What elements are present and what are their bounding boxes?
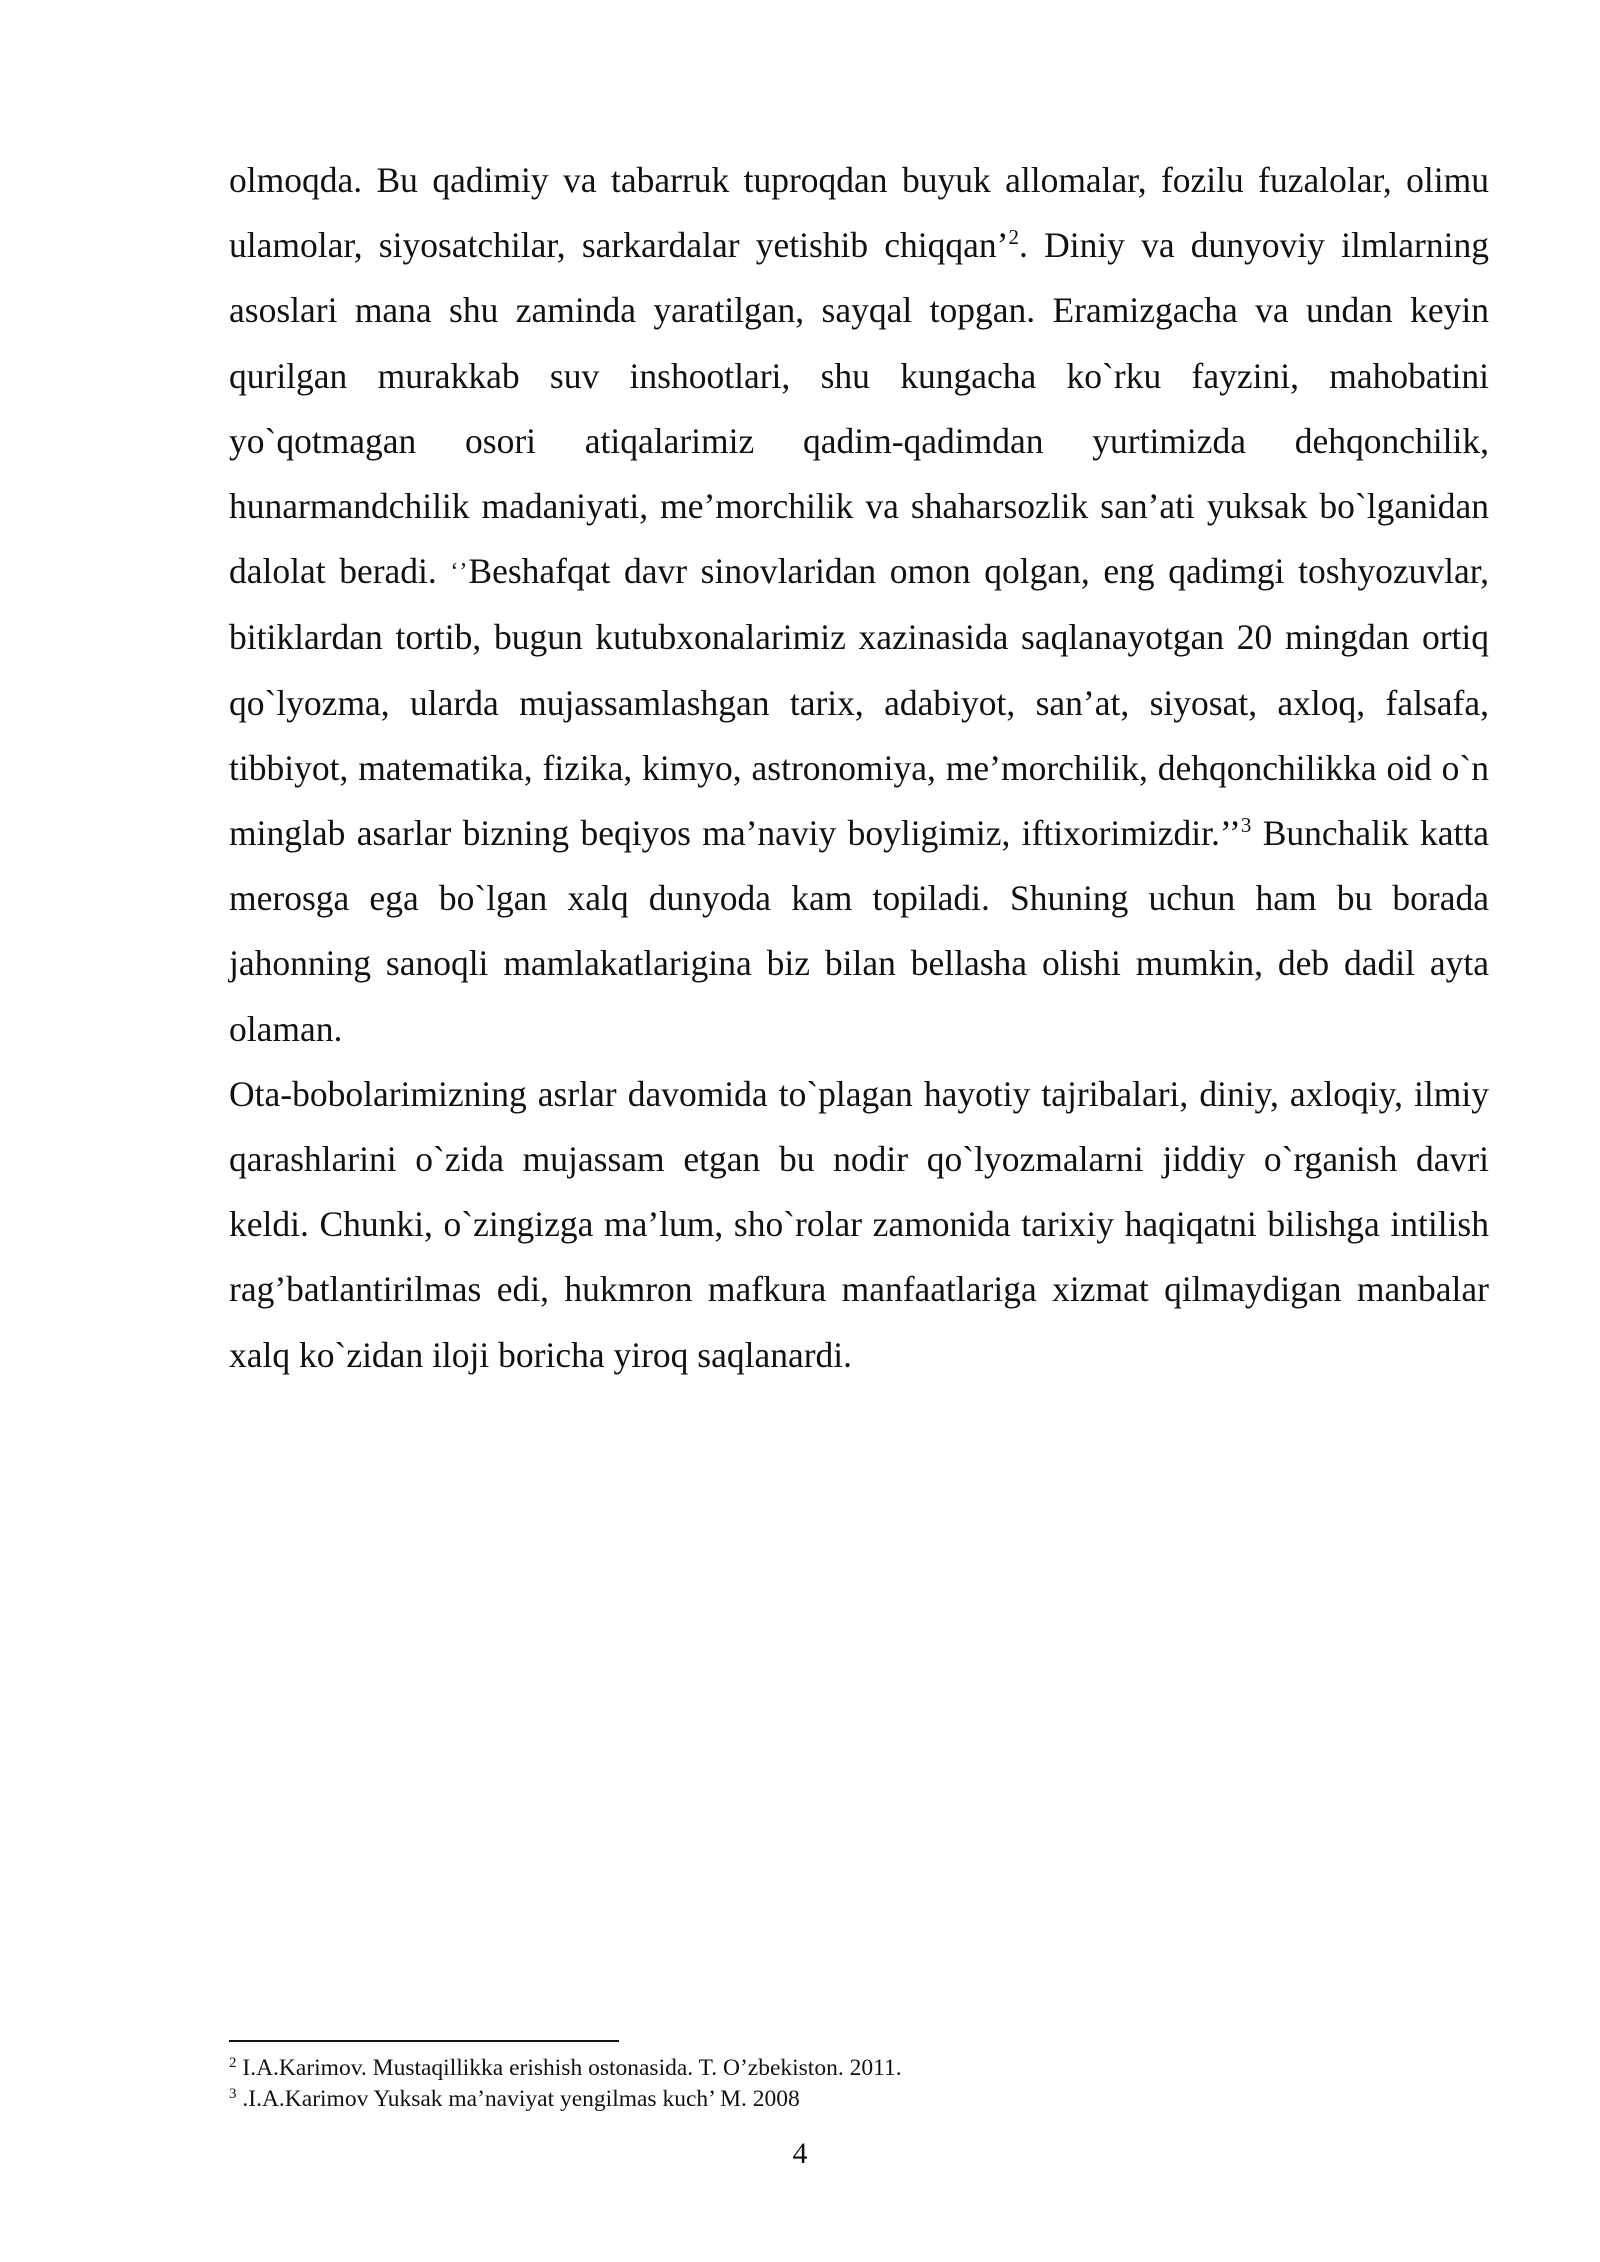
paragraph-1	[229, 148, 1489, 1062]
paragraph-1-text-a: olmoqda. Bu qadimiy va tabarruk tuproqdan buyuk allomalar, fozilu fuzalolar, olimu ulamolar, siyosatchilar, sarkardalar yetishib chiqqan’	[229, 160, 1489, 266]
footnote-number: 2	[229, 2055, 237, 2071]
paragraph-1-text-c: Beshafqat davr sinovlaridan omon qolgan, eng qadimgi toshyozuvlar, bitiklardan tortib, bugun kutubxonalarimiz xazinasida saqlanayotgan 20 mingdan ortiq qo`lyozma, ularda mujassamlashgan tarix, adabiyot, san’at, siyosat, axloq, falsafa, tibbiyot, matematika, fizika, kimyo, astronomiya, me’morchilik, dehqonchilikka oid o`n minglab asarlar bizning beqiyos ma’naviy boyligimiz, iftixorimizdir.’’	[229, 551, 1489, 854]
page-number: 4	[792, 2137, 808, 2170]
footnote-item	[229, 2053, 1489, 2084]
footnote-number: 3	[229, 2086, 237, 2102]
footnote-text: I.A.Karimov. Mustaqillikka erishish ostonasida. T. O’zbekiston. 2011.	[236, 2055, 902, 2081]
footnotes	[229, 2053, 1489, 2115]
footnote-text: .I.A.Karimov Yuksak ma’naviyat yengilmas kuch’ M. 2008	[236, 2086, 800, 2112]
footnote-ref-3[interactable]: 3	[1240, 813, 1252, 838]
body-text	[229, 148, 1489, 1388]
footnote-separator	[229, 2040, 619, 2042]
footnote-ref-2[interactable]: 2	[1008, 225, 1020, 250]
paragraph-1-text-b: . Diniy va dunyoviy ilmlarning asoslari mana shu zaminda yaratilgan, sayqal topgan. Eramizgacha va undan keyin qurilgan murakkab suv inshootlari, shu kungacha ko`rku fayzini, mahobatini yo`qotmagan osori atiqalarimiz qadim-qadimdan yurtimizda dehqonchilik, hunarmandchilik madaniyati, me’morchilik va shaharsozlik san’ati yuksak bo`lganidan dalolat beradi.	[229, 225, 1489, 592]
quote-open-mark: ‘’	[450, 559, 469, 586]
footnote-item	[229, 2084, 1489, 2115]
paragraph-2: Ota-bobolarimizning asrlar davomida to`plagan hayotiy tajribalari, diniy, axloqiy, ilmiy qarashlarini o`zida mujassam etgan bu nodir qo`lyozmalarni jiddiy o`rganish davri keldi. Chunki, o`zingizga ma’lum, sho`rolar zamonida tarixiy haqiqatni bilishga intilish rag’batlantirilmas edi, hukmron mafkura manfaatlariga xizmat qilmaydigan manbalar xalq ko`zidan iloji boricha yiroq saqlanardi.	[229, 1073, 1489, 1375]
paragraph-1-text-d: Bunchalik katta merosga ega bo`lgan xalq dunyoda kam topiladi. Shuning uchun ham bu borada jahonning sanoqli mamlakatlarigina biz bilan bellasha olishi mumkin, deb dadil ayta olaman.	[229, 813, 1489, 1049]
